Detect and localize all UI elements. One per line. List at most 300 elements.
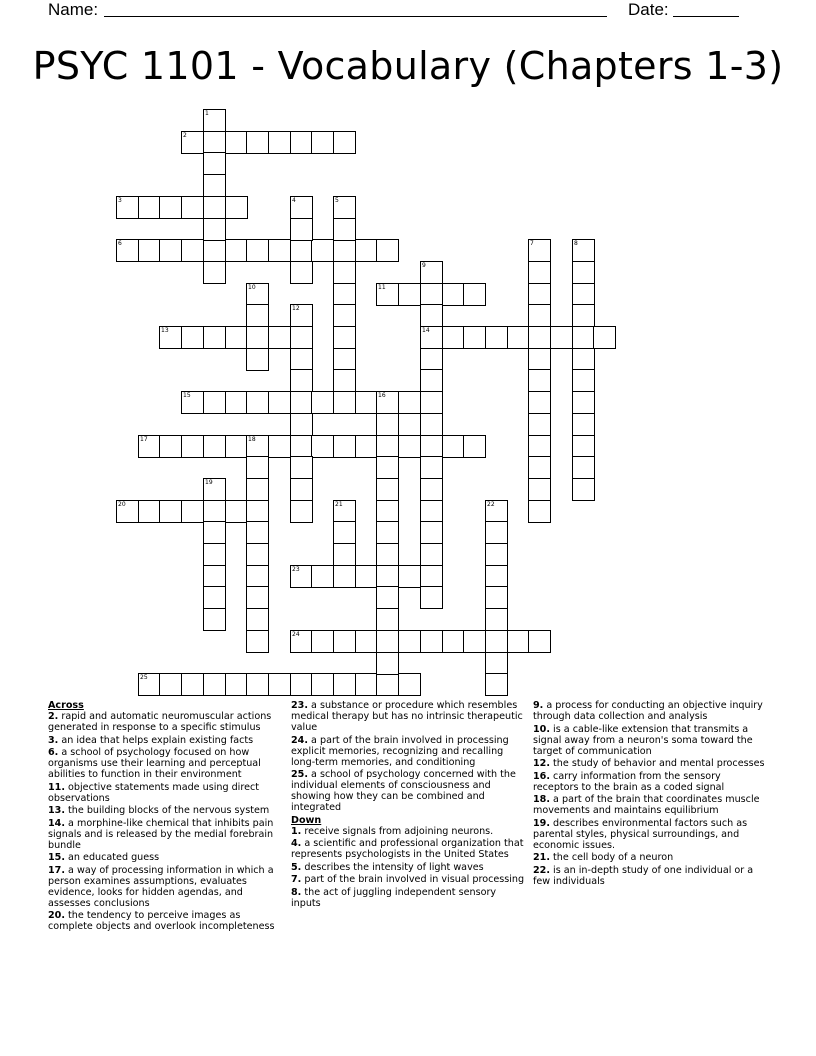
grid-cell[interactable]: [225, 196, 248, 219]
grid-cell[interactable]: [159, 239, 182, 262]
grid-cell[interactable]: [290, 478, 313, 501]
grid-cell[interactable]: [528, 283, 551, 306]
grid-cell[interactable]: [290, 218, 313, 241]
grid-cell[interactable]: [246, 239, 269, 262]
grid-cell[interactable]: [572, 348, 595, 371]
grid-cell[interactable]: [203, 239, 226, 262]
grid-cell[interactable]: [203, 326, 226, 349]
grid-cell[interactable]: [333, 630, 356, 653]
grid-cell[interactable]: [333, 543, 356, 566]
grid-cell[interactable]: [203, 391, 226, 414]
across-clue: [48, 711, 284, 733]
grid-cell[interactable]: [225, 239, 248, 262]
grid-cell[interactable]: [181, 435, 204, 458]
down-clue: [291, 862, 527, 873]
grid-cell[interactable]: [528, 456, 551, 479]
grid-cell[interactable]: [181, 131, 204, 154]
grid-cell[interactable]: [355, 630, 378, 653]
grid-cell[interactable]: [268, 435, 291, 458]
grid-cell[interactable]: [376, 456, 399, 479]
grid-cell[interactable]: [507, 326, 530, 349]
grid-cell[interactable]: [420, 304, 443, 327]
grid-cell[interactable]: [572, 261, 595, 284]
grid-cell[interactable]: [376, 630, 399, 653]
clue-text: the study of behavior and mental processes: [550, 758, 765, 769]
grid-cell[interactable]: [203, 261, 226, 284]
grid-cell[interactable]: [420, 348, 443, 371]
grid-cell[interactable]: [572, 435, 595, 458]
grid-cell[interactable]: [290, 673, 313, 696]
grid-cell[interactable]: [420, 586, 443, 609]
grid-cell[interactable]: [420, 283, 443, 306]
grid-cell[interactable]: [528, 239, 551, 262]
grid-cell[interactable]: [442, 283, 465, 306]
grid-cell[interactable]: [268, 673, 291, 696]
across-clue: [48, 735, 284, 746]
across-clue: [48, 782, 284, 804]
grid-cell[interactable]: [355, 435, 378, 458]
grid-cell[interactable]: [420, 500, 443, 523]
grid-cell[interactable]: [420, 478, 443, 501]
clue-number: 21: [335, 501, 343, 508]
grid-cell[interactable]: [159, 196, 182, 219]
grid-cell[interactable]: [333, 218, 356, 241]
grid-cell[interactable]: [420, 435, 443, 458]
page-title: PSYC 1101 - Vocabulary (Chapters 1-3): [32, 44, 784, 88]
clue-number: 4: [292, 197, 296, 204]
grid-cell[interactable]: [528, 391, 551, 414]
grid-cell[interactable]: [290, 630, 313, 653]
grid-cell[interactable]: [246, 456, 269, 479]
grid-cell[interactable]: [485, 586, 508, 609]
grid-cell[interactable]: [225, 500, 248, 523]
grid-cell[interactable]: [463, 283, 486, 306]
grid-cell[interactable]: [420, 413, 443, 436]
grid-cell[interactable]: [398, 283, 421, 306]
grid-cell[interactable]: [376, 283, 399, 306]
grid-cell[interactable]: [420, 456, 443, 479]
grid-cell[interactable]: [246, 348, 269, 371]
grid-cell[interactable]: [333, 369, 356, 392]
clue-number: 9: [422, 262, 426, 269]
clue-text: is an in-depth study of one individual or a few individuals: [533, 864, 754, 887]
grid-cell[interactable]: [203, 478, 226, 501]
grid-cell[interactable]: [138, 673, 161, 696]
clue-number-label: 15.: [48, 852, 65, 863]
grid-cell[interactable]: [290, 435, 313, 458]
grid-cell[interactable]: [203, 435, 226, 458]
clue-number: 12: [292, 305, 300, 312]
grid-cell[interactable]: [442, 435, 465, 458]
grid-cell[interactable]: [268, 391, 291, 414]
down-clue: [533, 865, 769, 887]
grid-cell[interactable]: [116, 500, 139, 523]
grid-cell[interactable]: [159, 673, 182, 696]
grid-cell[interactable]: [485, 673, 508, 696]
grid-cell[interactable]: [485, 500, 508, 523]
clue-text: a morphine-like chemical that inhibits pain signals and is released by the medial forebrain bundle: [48, 817, 274, 851]
across-clue: [48, 818, 284, 851]
grid-cell[interactable]: [333, 500, 356, 523]
grid-cell[interactable]: [376, 239, 399, 262]
grid-cell[interactable]: [376, 586, 399, 609]
clue-text: the building blocks of the nervous system: [65, 805, 270, 816]
grid-cell[interactable]: [398, 673, 421, 696]
grid-cell[interactable]: [442, 630, 465, 653]
down-clue: [533, 758, 769, 769]
grid-cell[interactable]: [398, 435, 421, 458]
grid-cell[interactable]: [355, 565, 378, 588]
grid-cell[interactable]: [181, 673, 204, 696]
grid-cell[interactable]: [311, 131, 334, 154]
grid-cell[interactable]: [420, 543, 443, 566]
clue-text: rapid and automatic neuromuscular actions generated in response to a specific stimulus: [48, 711, 272, 733]
grid-cell[interactable]: [463, 435, 486, 458]
grid-cell[interactable]: [485, 630, 508, 653]
grid-cell[interactable]: [572, 478, 595, 501]
grid-cell[interactable]: [225, 435, 248, 458]
grid-cell[interactable]: [203, 131, 226, 154]
grid-cell[interactable]: [203, 174, 226, 197]
grid-cell[interactable]: [290, 565, 313, 588]
grid-cell[interactable]: [290, 304, 313, 327]
grid-cell[interactable]: [225, 391, 248, 414]
grid-cell[interactable]: [203, 608, 226, 631]
grid-cell[interactable]: [203, 109, 226, 132]
clue-text: a substance or procedure which resembles medical therapy but has no intrinsic therapeutic value: [291, 700, 523, 733]
grid-cell[interactable]: [246, 435, 269, 458]
grid-cell[interactable]: [246, 586, 269, 609]
clue-number: 6: [118, 240, 122, 247]
grid-cell[interactable]: [376, 500, 399, 523]
grid-cell[interactable]: [420, 565, 443, 588]
grid-cell[interactable]: [290, 196, 313, 219]
grid-cell[interactable]: [246, 131, 269, 154]
grid-cell[interactable]: [290, 369, 313, 392]
grid-cell[interactable]: [246, 543, 269, 566]
clue-number: 1: [205, 110, 209, 117]
clue-column-3: [533, 700, 769, 888]
clue-text: carry information from the sensory receptors to the brain as a coded signal: [533, 770, 725, 793]
clue-number: 11: [378, 284, 386, 291]
grid-cell[interactable]: [246, 326, 269, 349]
grid-cell[interactable]: [420, 326, 443, 349]
grid-cell[interactable]: [181, 326, 204, 349]
grid-cell[interactable]: [572, 391, 595, 414]
clue-number-label: 6.: [48, 747, 59, 758]
clue-number-label: 25.: [291, 769, 308, 780]
clue-number: 13: [161, 327, 169, 334]
grid-cell[interactable]: [246, 391, 269, 414]
grid-cell[interactable]: [572, 304, 595, 327]
clue-text: a way of processing information in which a person examines assumptions, evaluates evidence, looks for hidden agendas, and assesses conclusions: [48, 864, 274, 909]
grid-cell[interactable]: [376, 565, 399, 588]
grid-cell[interactable]: [376, 413, 399, 436]
clue-column-2: [291, 700, 527, 910]
grid-cell[interactable]: [311, 391, 334, 414]
grid-cell[interactable]: [376, 543, 399, 566]
grid-cell[interactable]: [420, 391, 443, 414]
clue-text: an idea that helps explain existing facts: [58, 734, 254, 746]
clue-number: 25: [140, 674, 148, 681]
clue-text: the tendency to perceive images as complete objects and overlook incompleteness: [48, 910, 275, 932]
clue-number: 3: [118, 197, 122, 204]
grid-cell[interactable]: [116, 239, 139, 262]
clue-text: a school of psychology focused on how organisms use their learning and perceptual abilities to function in their environment: [48, 747, 261, 780]
grid-cell[interactable]: [528, 413, 551, 436]
clue-number: 10: [248, 284, 256, 291]
grid-cell[interactable]: [333, 261, 356, 284]
grid-cell[interactable]: [246, 630, 269, 653]
grid-cell[interactable]: [376, 652, 399, 675]
grid-cell[interactable]: [225, 131, 248, 154]
across-clue: [48, 910, 284, 932]
across-clue: [48, 852, 284, 863]
grid-cell[interactable]: [290, 456, 313, 479]
grid-cell[interactable]: [181, 239, 204, 262]
clue-number: 23: [292, 566, 300, 573]
grid-cell[interactable]: [181, 391, 204, 414]
grid-cell[interactable]: [311, 673, 334, 696]
grid-cell[interactable]: [528, 369, 551, 392]
grid-cell[interactable]: [159, 500, 182, 523]
grid-cell[interactable]: [290, 348, 313, 371]
grid-cell[interactable]: [225, 673, 248, 696]
down-clue: [533, 771, 769, 793]
grid-cell[interactable]: [138, 500, 161, 523]
grid-cell[interactable]: [528, 348, 551, 371]
clue-number: 20: [118, 501, 126, 508]
clue-number: 5: [335, 197, 339, 204]
grid-cell[interactable]: [333, 239, 356, 262]
grid-cell[interactable]: [398, 391, 421, 414]
down-clue: [533, 818, 769, 851]
grid-cell[interactable]: [420, 369, 443, 392]
down-clue: [533, 852, 769, 863]
clue-text: the cell body of a neuron: [550, 852, 674, 863]
down-clue: [533, 724, 769, 757]
grid-cell[interactable]: [268, 239, 291, 262]
grid-cell[interactable]: [355, 239, 378, 262]
clue-number: 18: [248, 436, 256, 443]
grid-cell[interactable]: [290, 261, 313, 284]
grid-cell[interactable]: [203, 218, 226, 241]
grid-cell[interactable]: [398, 565, 421, 588]
grid-cell[interactable]: [333, 348, 356, 371]
grid-cell[interactable]: [333, 673, 356, 696]
grid-cell[interactable]: [181, 500, 204, 523]
grid-cell[interactable]: [138, 435, 161, 458]
grid-cell[interactable]: [355, 673, 378, 696]
clue-text: a school of psychology concerned with the individual elements of consciousness and showing how they can be combined and integrated: [291, 769, 516, 813]
clue-number: 2: [183, 132, 187, 139]
clue-text: the act of juggling independent sensory inputs: [291, 886, 497, 909]
grid-cell[interactable]: [376, 608, 399, 631]
down-clue: [291, 826, 527, 837]
clue-text: receive signals from adjoining neurons.: [301, 825, 494, 837]
clue-number: 17: [140, 436, 148, 443]
grid-cell[interactable]: [485, 608, 508, 631]
clue-number-label: 4.: [291, 838, 302, 849]
grid-cell[interactable]: [550, 326, 573, 349]
grid-cell[interactable]: [203, 673, 226, 696]
grid-cell[interactable]: [376, 478, 399, 501]
grid-cell[interactable]: [268, 131, 291, 154]
clue-number: 8: [574, 240, 578, 247]
clue-text: describes the intensity of light waves: [301, 861, 484, 873]
grid-cell[interactable]: [528, 630, 551, 653]
grid-cell[interactable]: [572, 326, 595, 349]
grid-cell[interactable]: [290, 239, 313, 262]
grid-cell[interactable]: [485, 326, 508, 349]
grid-cell[interactable]: [246, 608, 269, 631]
clue-text: a process for conducting an objective inquiry through data collection and analysis: [533, 700, 763, 722]
grid-cell[interactable]: [528, 478, 551, 501]
clue-number-label: 21.: [533, 852, 550, 863]
clue-number: 15: [183, 392, 191, 399]
grid-cell[interactable]: [203, 586, 226, 609]
grid-cell[interactable]: [290, 131, 313, 154]
grid-cell[interactable]: [246, 283, 269, 306]
grid-cell[interactable]: [333, 391, 356, 414]
grid-cell[interactable]: [246, 304, 269, 327]
grid-cell[interactable]: [593, 326, 616, 349]
grid-cell[interactable]: [290, 413, 313, 436]
grid-cell[interactable]: [442, 326, 465, 349]
grid-cell[interactable]: [572, 456, 595, 479]
clue-text: part of the brain involved in visual processing: [301, 874, 525, 885]
grid-cell[interactable]: [485, 565, 508, 588]
grid-cell[interactable]: [333, 131, 356, 154]
clue-list: [0, 700, 816, 960]
clue-text: a part of the brain that coordinates muscle movements and maintains equilibrium: [533, 794, 760, 816]
grid-cell[interactable]: [246, 500, 269, 523]
grid-cell[interactable]: [246, 521, 269, 544]
clue-number-label: 3.: [48, 734, 59, 746]
clue-text: describes environmental factors such as parental styles, physical surroundings, and economic issues.: [533, 817, 748, 851]
grid-cell[interactable]: [485, 521, 508, 544]
clue-number-label: 19.: [533, 817, 550, 829]
grid-cell[interactable]: [528, 261, 551, 284]
down-clue: [291, 838, 527, 860]
grid-cell[interactable]: [572, 239, 595, 262]
grid-cell[interactable]: [203, 196, 226, 219]
grid-cell[interactable]: [463, 326, 486, 349]
clue-number-label: 12.: [533, 758, 550, 769]
grid-cell[interactable]: [246, 478, 269, 501]
across-clue: [291, 735, 527, 768]
grid-cell[interactable]: [355, 391, 378, 414]
grid-cell[interactable]: [159, 435, 182, 458]
clue-number-label: 1.: [291, 825, 302, 837]
grid-cell[interactable]: [528, 326, 551, 349]
clue-number-label: 22.: [533, 864, 550, 876]
clue-number: 14: [422, 327, 430, 334]
grid-cell[interactable]: [290, 391, 313, 414]
grid-cell[interactable]: [376, 435, 399, 458]
grid-cell[interactable]: [203, 152, 226, 175]
clue-number-label: 14.: [48, 817, 65, 829]
grid-cell[interactable]: [246, 673, 269, 696]
grid-cell[interactable]: [485, 543, 508, 566]
grid-cell[interactable]: [572, 413, 595, 436]
clue-number: 19: [205, 479, 213, 486]
grid-cell[interactable]: [116, 196, 139, 219]
grid-cell[interactable]: [311, 565, 334, 588]
grid-cell[interactable]: [333, 304, 356, 327]
clue-number-label: 17.: [48, 864, 65, 876]
clue-number-label: 8.: [291, 886, 302, 898]
grid-cell[interactable]: [572, 369, 595, 392]
grid-cell[interactable]: [268, 326, 291, 349]
grid-cell[interactable]: [311, 239, 334, 262]
across-clue: [48, 747, 284, 780]
grid-cell[interactable]: [181, 196, 204, 219]
grid-cell[interactable]: [376, 391, 399, 414]
grid-cell[interactable]: [398, 630, 421, 653]
grid-cell[interactable]: [203, 521, 226, 544]
grid-cell[interactable]: [485, 652, 508, 675]
grid-cell[interactable]: [246, 565, 269, 588]
clue-number-label: 20.: [48, 910, 65, 921]
grid-cell[interactable]: [203, 500, 226, 523]
grid-cell[interactable]: [528, 435, 551, 458]
clue-number-label: 7.: [291, 874, 302, 885]
across-clue: [291, 769, 527, 813]
grid-cell[interactable]: [203, 543, 226, 566]
grid-cell[interactable]: [528, 500, 551, 523]
clue-number: 16: [378, 392, 386, 399]
grid-cell[interactable]: [463, 630, 486, 653]
grid-cell[interactable]: [138, 239, 161, 262]
grid-cell[interactable]: [311, 630, 334, 653]
clue-number: 7: [530, 240, 534, 247]
grid-cell[interactable]: [333, 326, 356, 349]
grid-cell[interactable]: [311, 435, 334, 458]
across-clue: [48, 805, 284, 816]
clue-text: an educated guess: [65, 852, 160, 863]
clue-number-label: 16.: [533, 770, 550, 782]
grid-cell[interactable]: [528, 304, 551, 327]
grid-cell[interactable]: [333, 521, 356, 544]
grid-cell[interactable]: [376, 521, 399, 544]
grid-cell[interactable]: [333, 435, 356, 458]
grid-cell[interactable]: [333, 565, 356, 588]
down-clue: [533, 700, 769, 722]
clue-text: a part of the brain involved in processing explicit memories, recognizing and recalling long-term memories, and conditioning: [291, 734, 509, 768]
clue-column-1: [48, 700, 284, 934]
grid-cell[interactable]: [572, 283, 595, 306]
grid-cell[interactable]: [420, 261, 443, 284]
grid-cell[interactable]: [290, 500, 313, 523]
clue-number-label: 13.: [48, 805, 65, 816]
grid-cell[interactable]: [376, 673, 399, 696]
grid-cell[interactable]: [333, 283, 356, 306]
down-heading: Down: [291, 814, 322, 826]
grid-cell[interactable]: [159, 326, 182, 349]
grid-cell[interactable]: [290, 326, 313, 349]
clue-number-label: 24.: [291, 734, 308, 746]
grid-cell[interactable]: [138, 196, 161, 219]
clue-number-label: 23.: [291, 700, 308, 711]
grid-cell[interactable]: [507, 630, 530, 653]
grid-cell[interactable]: [420, 521, 443, 544]
grid-cell[interactable]: [420, 630, 443, 653]
grid-cell[interactable]: [333, 196, 356, 219]
grid-cell[interactable]: [203, 565, 226, 588]
grid-cell[interactable]: [225, 326, 248, 349]
across-clue: [48, 865, 284, 909]
